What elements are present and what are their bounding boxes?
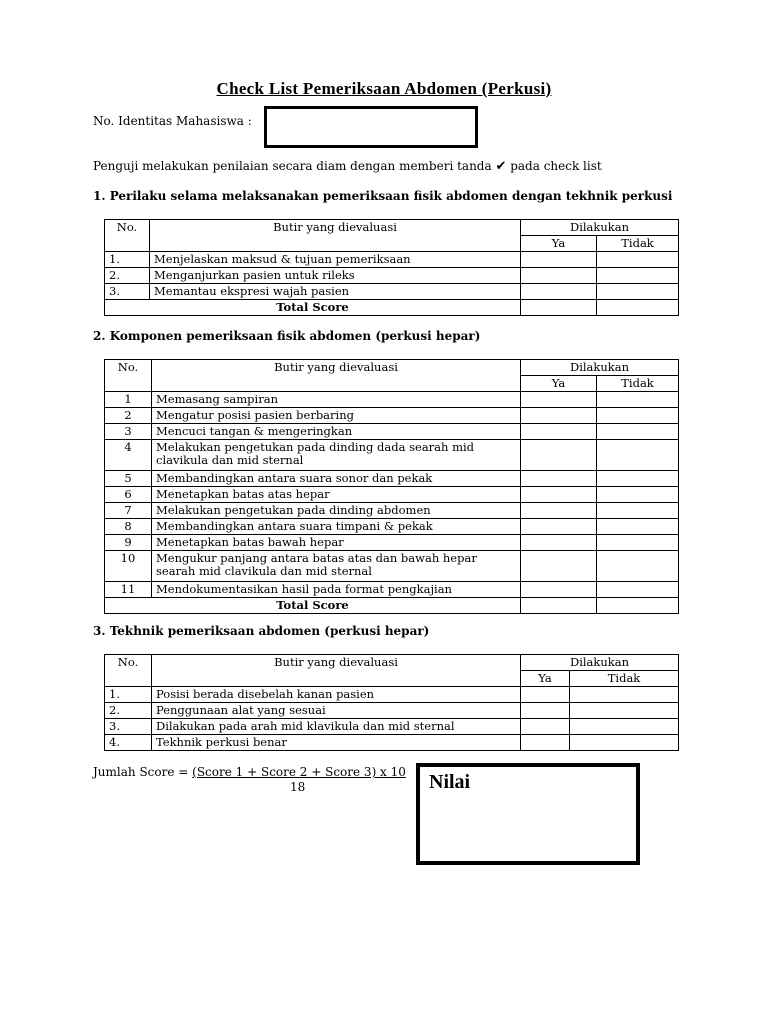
table-row: [105, 535, 679, 551]
table-row: [105, 719, 679, 735]
yes-cell[interactable]: [521, 519, 597, 535]
row-item-line1: Mengukur panjang antara batas atas dan bawah hepar: [156, 551, 477, 565]
row-number: 2.: [105, 268, 150, 284]
table-row: [105, 284, 679, 300]
row-number: 6: [105, 487, 152, 503]
no-cell[interactable]: [597, 535, 679, 551]
col-header-done: Dilakukan: [521, 655, 679, 671]
table-row: [105, 519, 679, 535]
table-row: [105, 471, 679, 487]
table-row: [105, 703, 679, 719]
row-item-line2: searah mid clavikula dan mid sternal: [156, 564, 372, 578]
table-row: [105, 687, 679, 703]
row-number: 3.: [105, 284, 150, 300]
row-item: Mendokumentasikan hasil pada format pengkajian: [152, 582, 521, 598]
row-number: 11: [105, 582, 152, 598]
section3-heading: 3. Tekhnik pemeriksaan abdomen (perkusi hepar): [93, 624, 430, 638]
instruction-after: pada check list: [510, 159, 602, 173]
section1-table: [104, 219, 679, 316]
row-number: 1.: [105, 252, 150, 268]
nilai-box[interactable]: [416, 763, 640, 865]
yes-cell[interactable]: [521, 268, 597, 284]
row-number: 1.: [105, 687, 152, 703]
col-header-yes: Ya: [521, 376, 597, 392]
score-numerator: (Score 1 + Score 2 + Score 3) x 10: [192, 765, 406, 779]
row-item: Menganjurkan pasien untuk rileks: [150, 268, 521, 284]
no-cell[interactable]: [597, 284, 679, 300]
section2-table: [104, 359, 679, 614]
no-cell[interactable]: [597, 440, 679, 471]
section2-heading: 2. Komponen pemeriksaan fisik abdomen (perkusi hepar): [93, 329, 481, 343]
col-header-item: Butir yang dievaluasi: [152, 360, 521, 392]
yes-cell[interactable]: [521, 703, 570, 719]
yes-cell[interactable]: [521, 471, 597, 487]
instruction-before: Penguji melakukan penilaian secara diam dengan memberi tanda: [93, 159, 492, 173]
yes-cell[interactable]: [521, 535, 597, 551]
no-cell[interactable]: [597, 268, 679, 284]
table-row: [105, 735, 679, 751]
no-cell[interactable]: [597, 551, 679, 582]
identity-label: No. Identitas Mahasiswa :: [93, 114, 252, 128]
row-number: 8: [105, 519, 152, 535]
row-number: 3: [105, 424, 152, 440]
checkmark-icon: ✔: [495, 159, 507, 174]
col-header-item: Butir yang dievaluasi: [152, 655, 521, 687]
total-score-label: Total Score: [105, 598, 521, 614]
total-no-cell[interactable]: [597, 300, 679, 316]
row-item: Mencuci tangan & mengeringkan: [152, 424, 521, 440]
col-header-yes: Ya: [521, 236, 597, 252]
row-item: Posisi berada disebelah kanan pasien: [152, 687, 521, 703]
total-yes-cell[interactable]: [521, 300, 597, 316]
row-item: Membandingkan antara suara sonor dan pekak: [152, 471, 521, 487]
yes-cell[interactable]: [521, 487, 597, 503]
yes-cell[interactable]: [521, 503, 597, 519]
yes-cell[interactable]: [521, 687, 570, 703]
no-cell[interactable]: [570, 703, 679, 719]
table-row: [105, 582, 679, 598]
row-item: Menetapkan batas bawah hepar: [152, 535, 521, 551]
row-number: 2: [105, 408, 152, 424]
identity-input-box[interactable]: [264, 106, 478, 148]
nilai-label: Nilai: [429, 771, 471, 793]
no-cell[interactable]: [597, 471, 679, 487]
row-number: 4.: [105, 735, 152, 751]
no-cell[interactable]: [597, 487, 679, 503]
page-title: Check List Pemeriksaan Abdomen (Perkusi): [216, 79, 552, 98]
row-item: Memantau ekspresi wajah pasien: [150, 284, 521, 300]
score-formula: [93, 765, 406, 780]
no-cell[interactable]: [570, 719, 679, 735]
section1-heading: 1. Perilaku selama melaksanakan pemeriksaan fisik abdomen dengan tekhnik perkusi: [93, 189, 673, 203]
no-cell[interactable]: [597, 519, 679, 535]
row-item: Dilakukan pada arah mid klavikula dan mid sternal: [152, 719, 521, 735]
total-row: [105, 598, 679, 614]
no-cell[interactable]: [570, 735, 679, 751]
yes-cell[interactable]: [521, 440, 597, 471]
yes-cell[interactable]: [521, 284, 597, 300]
col-header-no: No.: [105, 220, 150, 252]
yes-cell[interactable]: [521, 424, 597, 440]
no-cell[interactable]: [597, 252, 679, 268]
no-cell[interactable]: [597, 392, 679, 408]
row-number: 7: [105, 503, 152, 519]
col-header-done: Dilakukan: [521, 220, 679, 236]
col-header-yes: Ya: [521, 671, 570, 687]
col-header-item: Butir yang dievaluasi: [150, 220, 521, 252]
table-row: [105, 424, 679, 440]
row-item: Tekhnik perkusi benar: [152, 735, 521, 751]
row-number: 5: [105, 471, 152, 487]
no-cell[interactable]: [570, 687, 679, 703]
row-item: Melakukan pengetukan pada dinding abdomen: [152, 503, 521, 519]
total-yes-cell[interactable]: [521, 598, 597, 614]
table-row: [105, 392, 679, 408]
col-header-notdone: Tidak: [570, 671, 679, 687]
row-item: [152, 551, 521, 582]
no-cell[interactable]: [597, 582, 679, 598]
row-item: [152, 440, 521, 471]
col-header-notdone: Tidak: [597, 376, 679, 392]
table-row: [105, 440, 679, 471]
total-no-cell[interactable]: [597, 598, 679, 614]
row-number: 10: [105, 551, 152, 582]
yes-cell[interactable]: [521, 582, 597, 598]
yes-cell[interactable]: [521, 392, 597, 408]
score-denominator: 18: [290, 780, 306, 794]
col-header-done: Dilakukan: [521, 360, 679, 376]
col-header-notdone: Tidak: [597, 236, 679, 252]
no-cell[interactable]: [597, 408, 679, 424]
row-item-line2: clavikula dan mid sternal: [156, 453, 304, 467]
row-item: Memasang sampiran: [152, 392, 521, 408]
row-number: 9: [105, 535, 152, 551]
total-score-label: Total Score: [105, 300, 521, 316]
yes-cell[interactable]: [521, 551, 597, 582]
table-row: [105, 551, 679, 582]
yes-cell[interactable]: [521, 252, 597, 268]
col-header-no: No.: [105, 360, 152, 392]
row-number: 4: [105, 440, 152, 471]
score-label: Jumlah Score =: [93, 765, 189, 779]
total-row: [105, 300, 679, 316]
row-item: Mengatur posisi pasien berbaring: [152, 408, 521, 424]
table-row: [105, 268, 679, 284]
instruction-text: [93, 159, 602, 174]
row-item: Menetapkan batas atas hepar: [152, 487, 521, 503]
yes-cell[interactable]: [521, 735, 570, 751]
no-cell[interactable]: [597, 424, 679, 440]
row-item: Menjelaskan maksud & tujuan pemeriksaan: [150, 252, 521, 268]
yes-cell[interactable]: [521, 719, 570, 735]
row-number: 1: [105, 392, 152, 408]
section3-table: [104, 654, 679, 751]
row-number: 2.: [105, 703, 152, 719]
yes-cell[interactable]: [521, 408, 597, 424]
table-row: [105, 408, 679, 424]
row-item: Penggunaan alat yang sesuai: [152, 703, 521, 719]
table-row: [105, 252, 679, 268]
col-header-no: No.: [105, 655, 152, 687]
row-item: Membandingkan antara suara timpani & pekak: [152, 519, 521, 535]
table-row: [105, 503, 679, 519]
no-cell[interactable]: [597, 503, 679, 519]
table-row: [105, 487, 679, 503]
row-number: 3.: [105, 719, 152, 735]
row-item-line1: Melakukan pengetukan pada dinding dada searah mid: [156, 440, 475, 454]
